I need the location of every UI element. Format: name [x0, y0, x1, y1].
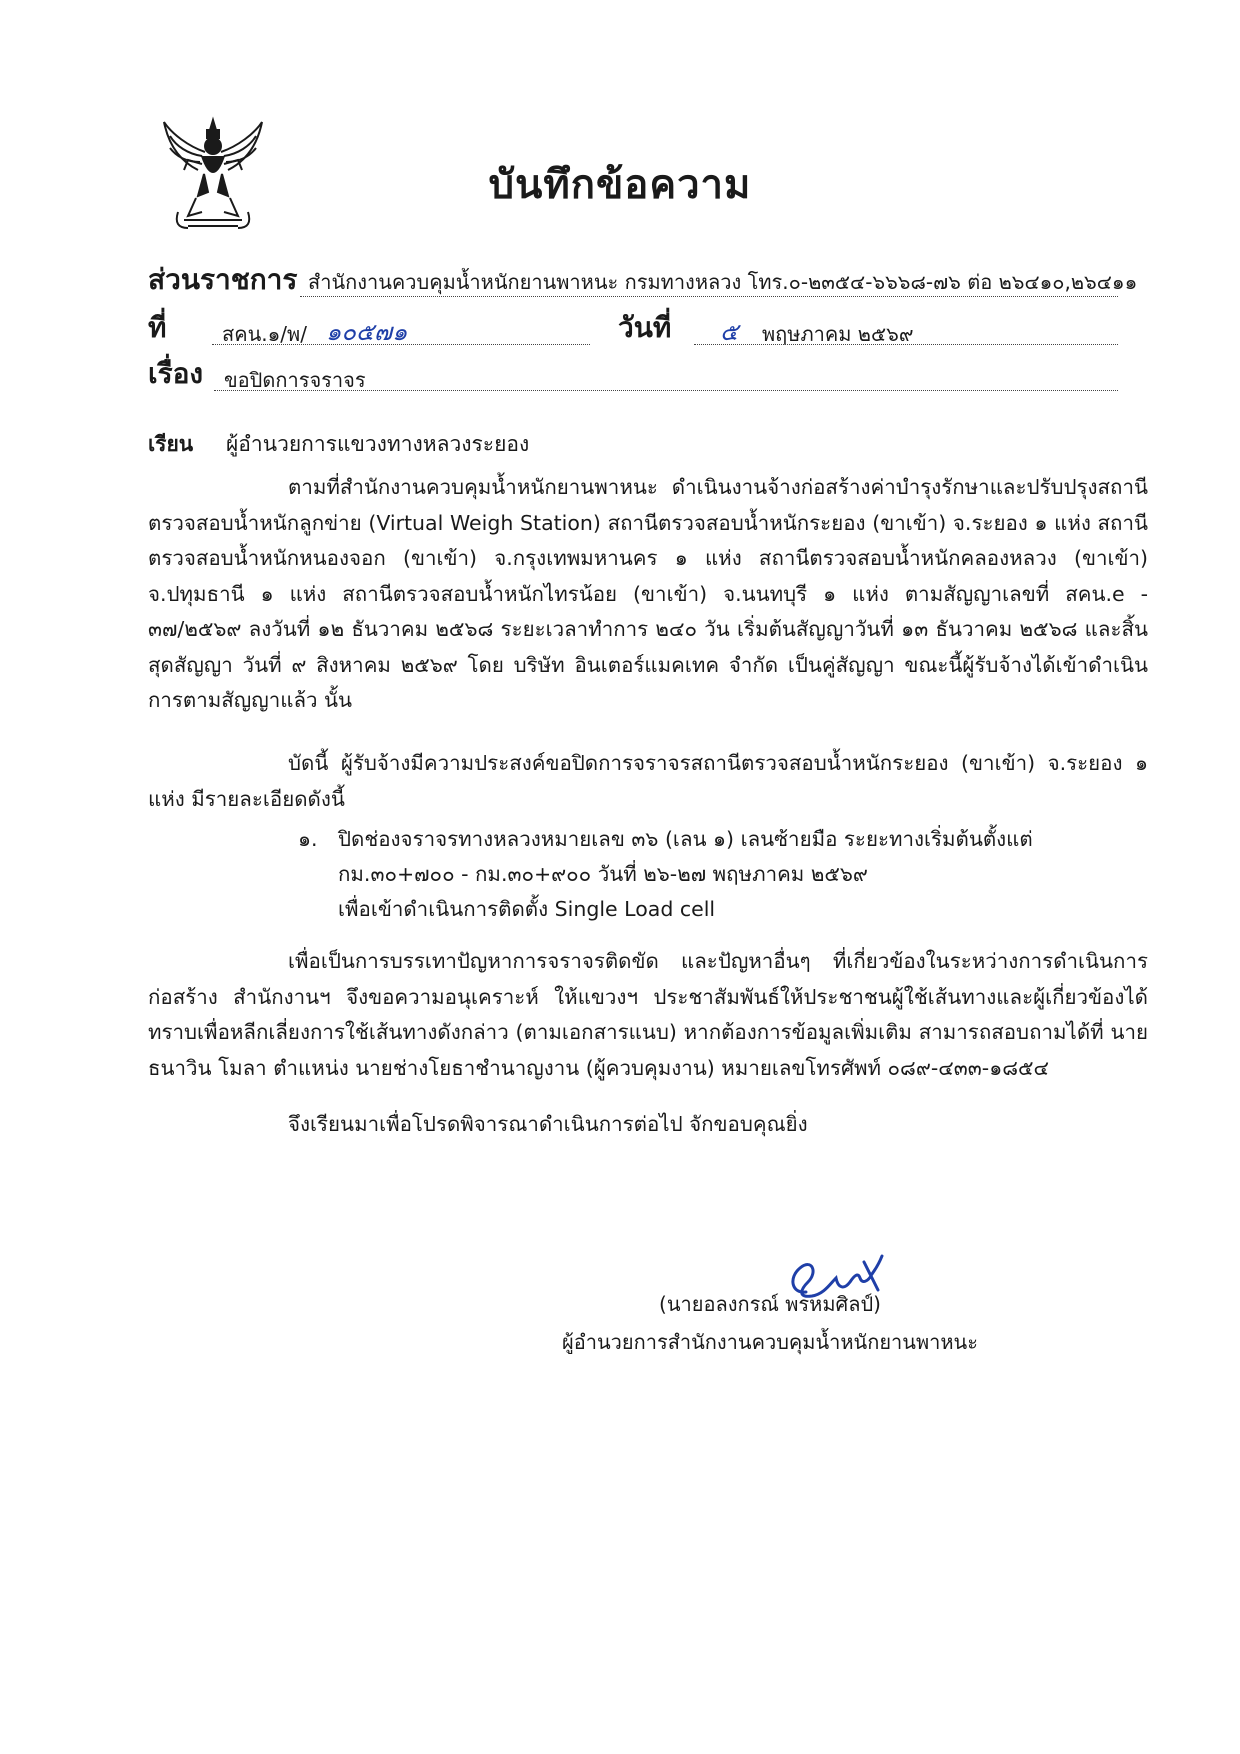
list-item-number: ๑.	[298, 827, 318, 851]
department-value: สำนักงานควบคุมน้ำหนักยานพาหนะ กรมทางหลวง โทร.๐-๒๓๕๔-๖๖๖๘-๗๖ ต่อ ๒๖๔๑๐,๒๖๔๑๑	[308, 270, 1138, 294]
list-item-line-1: ปิดช่องจราจรทางหลวงหมายเลข ๓๖ (เลน ๑) เลนซ้ายมือ ระยะทางเริ่มต้นตั้งแต่	[338, 827, 1033, 851]
page-title: บันทึกข้อความ	[488, 162, 752, 208]
department-label: ส่วนราชการ	[148, 263, 298, 296]
subject-value: ขอปิดการจราจร	[224, 368, 366, 392]
reference-dotline	[212, 344, 590, 345]
list-item-line-3: เพื่อเข้าดำเนินการติดตั้ง Single Load cell	[338, 897, 716, 921]
signatory-name: (นายอลงกรณ์ พรหมศิลป์)	[659, 1292, 881, 1316]
body-paragraph-1-text: ตามที่สำนักงานควบคุมน้ำหนักยานพาหนะ ดำเนินงานจ้างก่อสร้างค่าบำรุงรักษาและปรับปรุงสถานีตรวจสอบน้ำหนักลูกข่าย (Virtual Weigh Station) สถานีตรวจสอบน้ำหนักระยอง (ขาเข้า) จ.ระยอง ๑ แห่ง สถานีตรวจสอบน้ำหนักหนองจอก (ขาเข้า) จ.กรุงเทพมหานคร ๑ แห่ง สถานีตรวจสอบน้ำหนักคลองหลวง (ขาเข้า) จ.ปทุมธานี ๑ แห่ง สถานีตรวจสอบน้ำหนักไทรน้อย (ขาเข้า) จ.นนทบุรี ๑ แห่ง ตามสัญญาเลขที่ สคน.e - ๓๗/๒๕๖๙ ลงวันที่ ๑๒ ธันวาคม ๒๕๖๘ ระยะเวลาทำการ ๒๔๐ วัน เริ่มต้นสัญญาวันที่ ๑๓ ธันวาคม ๒๕๖๘ และสิ้นสุดสัญญา วันที่ ๙ สิงหาคม ๒๕๖๙ โดย บริษัท อินเตอร์แมคเทค จำกัด เป็นคู่สัญญา ขณะนี้ผู้รับจ้างได้เข้าดำเนินการตามสัญญาแล้ว นั้น	[148, 475, 1148, 712]
date-dotline	[694, 344, 1118, 345]
date-label: วันที่	[618, 311, 672, 344]
salutation-value: ผู้อำนวยการแขวงทางหลวงระยอง	[226, 432, 530, 456]
list-item	[338, 822, 1148, 927]
subject-dotline	[214, 390, 1118, 391]
reference-number-handwritten: ๑๐๕๗๑	[326, 318, 408, 346]
department-dotline	[300, 296, 1118, 297]
signatory-position: ผู้อำนวยการสำนักงานควบคุมน้ำหนักยานพาหนะ	[562, 1330, 978, 1354]
body-paragraph-3-text: เพื่อเป็นการบรรเทาปัญหาการจราจรติดขัด และปัญหาอื่นๆ ที่เกี่ยวข้องในระหว่างการดำเนินการก่อสร้าง สำนักงานฯ จึงขอความอนุเคราะห์ ให้แขวงฯ ประชาสัมพันธ์ให้ประชาชนผู้ใช้เส้นทางและผู้เกี่ยวข้องได้ทราบเพื่อหลีกเลี่ยงการใช้เส้นทางดังกล่าว (ตามเอกสารแนบ) หากต้องการข้อมูลเพิ่มเติม สามารถสอบถามได้ที่ นายธนาวิน โมลา ตำแหน่ง นายช่างโยธาชำนาญงาน (ผู้ควบคุมงาน) หมายเลขโทรศัพท์ ๐๘๙-๔๓๓-๑๘๕๔	[148, 949, 1148, 1080]
date-day-handwritten: ๕	[720, 318, 739, 346]
reference-value: สคน.๑/พ/	[222, 322, 307, 346]
body-paragraph-2	[148, 746, 1148, 817]
list-item-line-2: กม.๓๐+๗๐๐ - กม.๓๐+๙๐๐ วันที่ ๒๖-๒๗ พฤษภาคม ๒๕๖๙	[338, 862, 868, 886]
date-value: พฤษภาคม ๒๕๖๙	[762, 322, 914, 346]
closing-text: จึงเรียนมาเพื่อโปรดพิจารณาดำเนินการต่อไป จักขอบคุณยิ่ง	[288, 1112, 808, 1136]
body-paragraph-3	[148, 944, 1148, 1086]
body-paragraph-2-text: บัดนี้ ผู้รับจ้างมีความประสงค์ขอปิดการจราจรสถานีตรวจสอบน้ำหนักระยอง (ขาเข้า) จ.ระยอง ๑ แห่ง มีรายละเอียดดังนี้	[148, 751, 1148, 811]
subject-label: เรื่อง	[148, 357, 204, 390]
reference-label: ที่	[148, 311, 167, 344]
body-paragraph-1	[148, 470, 1148, 719]
salutation-label: เรียน	[148, 432, 194, 456]
